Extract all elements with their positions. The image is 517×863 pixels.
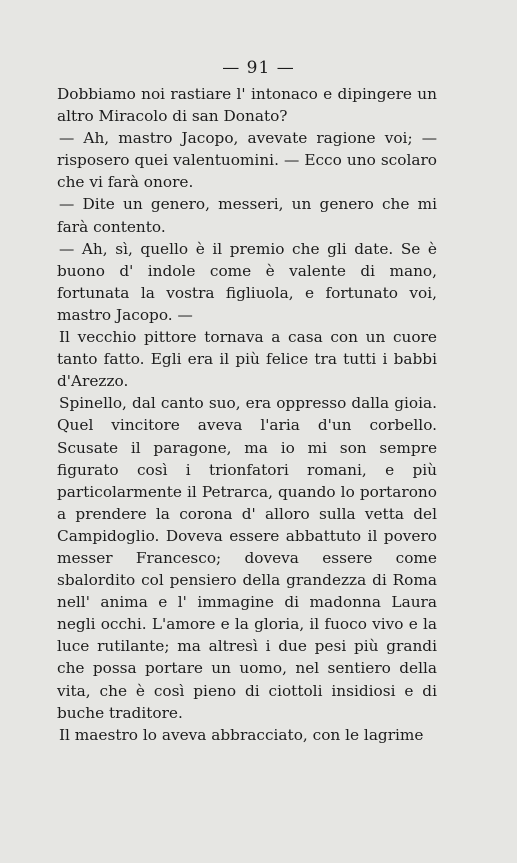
paragraph: — Dite un genero, messeri, un genero che mi farà contento. [57,195,437,236]
page-text [57,83,437,746]
paragraph: Il vecchio pittore tornava a casa con un cuore tanto fatto. Egli era il più felice tra tutti i babbi d'Arezzo. [57,328,437,391]
paragraph: — Ah, mastro Jacopo, avevate ragione voi; — risposero quei valentuomini. — Ecco uno scolaro che vi farà onore. [57,129,437,192]
paragraph: — Ah, sì, quello è il premio che gli date. Se è buono d' indole come è valente di mano, fortunata la vostra figliuola, e fortunato voi, mastro Jacopo. — [57,239,437,324]
page-number: — 91 — [222,58,295,78]
paragraph: Dobbiamo noi rastiare l' intonaco e dipingere un altro Miracolo di san Donato? [57,85,437,126]
paragraph: Il maestro lo aveva abbracciato, con le lagrime [59,725,424,744]
paragraph: Spinello, dal canto suo, era oppresso dalla gioia. Quel vincitore aveva l'aria d'un corbello. Scusate il paragone, ma io mi son sempre figurato così i trionfatori romani, e più particolarmente il Petrarca, quando lo portarono a prendere la corona d' alloro sulla vetta del Campidoglio. Doveva essere abbattuto il povero messer Francesco; doveva essere come sbalordito col pensiero della grandezza di Roma nell' anima e l' immagine di madonna Laura negli occhi. L'amore e la gloria, il fuoco vivo e la luce rutilante; ma altresì i due pesi più grandi che possa portare un uomo, nel sentiero della vita, che è così pieno di ciottoli insidiosi e di buche traditore. [57,394,437,722]
